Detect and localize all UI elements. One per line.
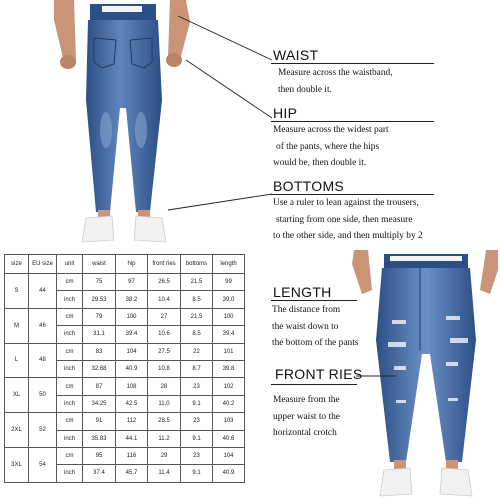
length-description [272,302,358,352]
front-ries-cell: 10.6 [148,326,181,343]
length-cell: 39.4 [213,326,245,343]
length-description-line: the bottom of the pants [272,338,359,348]
length-cell: 40.2 [213,395,245,412]
front-ries-cell: 11.2 [148,430,181,447]
front-ries-cell: 27.5 [148,343,181,360]
bottoms-cell: 21.5 [181,274,213,291]
hip-description-line: would be, then double it. [273,158,367,168]
bottoms-cell: 23 [181,447,213,464]
front-ries-cell: 10.8 [148,360,181,377]
front-ries-cell: 11.4 [148,465,181,482]
length-heading: LENGTH [273,284,332,300]
hip-cell: 38.2 [116,291,148,308]
column-header-unit: unit [57,255,83,274]
bottoms-heading: BOTTOMS [273,178,345,194]
size-table-body [5,274,245,483]
bottoms-cell: 9.1 [181,465,213,482]
size-table-row [5,447,245,464]
length-description-line: The distance from [272,305,341,315]
size-table-row [5,413,245,430]
length-cell: 40.6 [213,430,245,447]
waist-cell: 34.25 [83,395,116,412]
hip-description-line: of the pants, where the hips [276,141,380,152]
front-ries-cell: 29 [148,447,181,464]
waist-leader-line [178,16,272,60]
bottoms-leader-line [168,194,272,210]
bottoms-description [273,195,423,245]
bottoms-cell: 8.5 [181,326,213,343]
eu-size-cell: 48 [29,343,57,378]
waist-cell: 79 [83,308,116,325]
column-header-size: size [5,255,29,274]
waist-cell: 95 [83,447,116,464]
front-rise-description-line: horizontal crotch [273,428,337,438]
size-cell: L [5,343,29,378]
length-cell: 99 [213,274,245,291]
unit-cell: cm [57,378,83,395]
waist-description-line: then double it. [278,84,332,95]
unit-cell: inch [57,326,83,343]
front-rise-description [273,392,340,442]
unit-cell: inch [57,465,83,482]
hip-cell: 39.4 [116,326,148,343]
front-rise-rule [271,384,357,385]
unit-cell: cm [57,447,83,464]
size-table-header-row [5,255,245,274]
unit-cell: cm [57,274,83,291]
waist-cell: 83 [83,343,116,360]
unit-cell: inch [57,360,83,377]
waist-cell: 35.83 [83,430,116,447]
hip-cell: 116 [116,447,148,464]
waist-heading: WAIST [273,47,319,63]
size-cell: S [5,274,29,309]
unit-cell: cm [57,308,83,325]
bottoms-cell: 9.1 [181,430,213,447]
length-cell: 39.0 [213,291,245,308]
size-chart-table [4,254,245,483]
waist-cell: 37.4 [83,465,116,482]
size-table-row [5,274,245,291]
front-rise-description-line: Measure from the [273,395,340,405]
bottoms-description-line: to the other side, and then multiply by 2 [273,231,423,241]
front-rise-heading: FRONT RIES [275,366,363,382]
hip-cell: 108 [116,378,148,395]
size-cell: 3XL [5,447,29,482]
waist-cell: 87 [83,378,116,395]
column-header-eu-size: EU size [29,255,57,274]
length-cell: 102 [213,378,245,395]
size-table-row [5,343,245,360]
front-ries-cell: 27 [148,308,181,325]
unit-cell: cm [57,343,83,360]
bottoms-cell: 21.5 [181,308,213,325]
hip-cell: 42.5 [116,395,148,412]
waist-cell: 32.68 [83,360,116,377]
hip-cell: 112 [116,413,148,430]
size-cell: 2XL [5,413,29,448]
hip-heading: HIP [273,105,298,121]
eu-size-cell: 46 [29,308,57,343]
front-ries-cell: 10.4 [148,291,181,308]
bottoms-cell: 8.5 [181,291,213,308]
column-header-front-ries: front ries [148,255,181,274]
size-cell: XL [5,378,29,413]
bottoms-cell: 23 [181,413,213,430]
unit-cell: cm [57,413,83,430]
hip-leader-line [186,60,272,118]
size-cell: M [5,308,29,343]
length-cell: 40.9 [213,465,245,482]
length-cell: 100 [213,308,245,325]
eu-size-cell: 50 [29,378,57,413]
hip-description-line: Measure across the widest part [273,125,389,135]
bottoms-cell: 8.7 [181,360,213,377]
column-header-bottoms: bottoms [181,255,213,274]
hip-cell: 97 [116,274,148,291]
column-header-hip: hip [116,255,148,274]
waist-cell: 31.1 [83,326,116,343]
eu-size-cell: 52 [29,413,57,448]
bottoms-description-line: starting from one side, then measure [276,214,413,225]
length-cell: 104 [213,447,245,464]
unit-cell: inch [57,395,83,412]
column-header-waist: waist [83,255,116,274]
hip-cell: 40.9 [116,360,148,377]
waist-cell: 75 [83,274,116,291]
hip-cell: 100 [116,308,148,325]
eu-size-cell: 44 [29,274,57,309]
hip-cell: 45.7 [116,465,148,482]
bottoms-cell: 23 [181,378,213,395]
front-ries-cell: 28 [148,378,181,395]
unit-cell: inch [57,430,83,447]
size-table-row [5,308,245,325]
bottoms-description-line: Use a ruler to lean against the trousers, [273,198,419,208]
size-table-row [5,378,245,395]
front-ries-cell: 11.0 [148,395,181,412]
unit-cell: inch [57,291,83,308]
hip-cell: 44.1 [116,430,148,447]
front-ries-cell: 28.5 [148,413,181,430]
waist-description-line: Measure across the waistband, [278,68,393,78]
length-cell: 103 [213,413,245,430]
waist-cell: 29.53 [83,291,116,308]
front-rise-description-line: upper waist to the [273,411,340,422]
eu-size-cell: 54 [29,447,57,482]
hip-description [273,122,389,172]
bottoms-cell: 9.1 [181,395,213,412]
waist-rule [271,63,434,64]
front-ries-cell: 26.5 [148,274,181,291]
length-rule [271,300,357,301]
waist-cell: 91 [83,413,116,430]
hip-cell: 104 [116,343,148,360]
length-cell: 39.8 [213,360,245,377]
length-cell: 101 [213,343,245,360]
waist-description [278,65,393,98]
bottoms-cell: 22 [181,343,213,360]
length-description-line: the waist down to [272,321,339,332]
column-header-length: length [213,255,245,274]
